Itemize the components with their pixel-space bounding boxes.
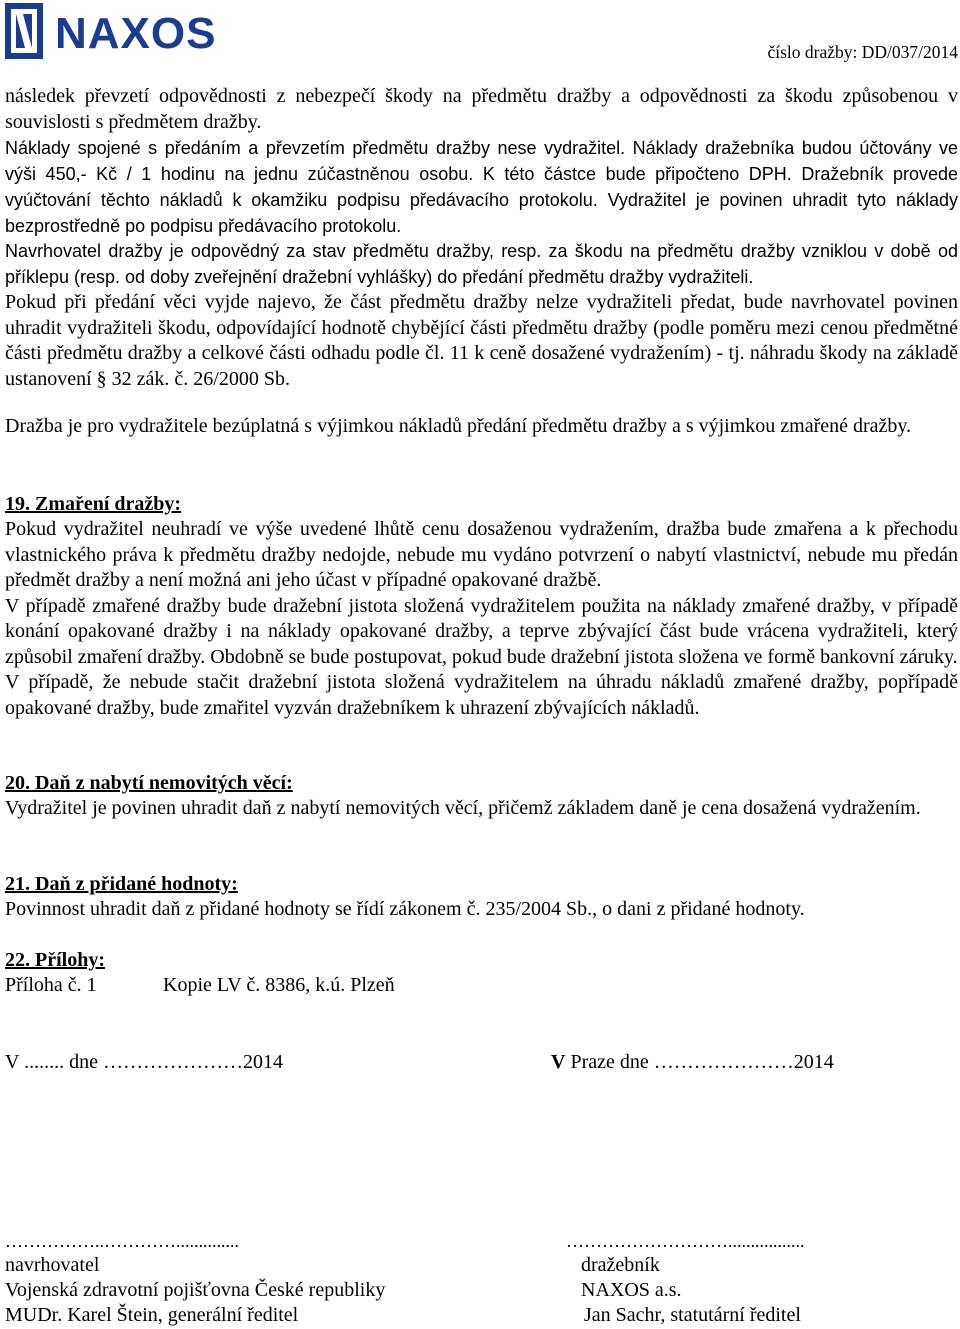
section-21-heading: 21. Daň z přidané hodnoty: — [5, 873, 238, 895]
paragraph-proposer-responsibility: Navrhovatel dražby je odpovědný za stav předmětu dražby, resp. za škodu na předmětu dražby vzniklou v době od příklepu (resp. od doby zveřejnění dražební vyhlášky) do předání předmětu dražby vydražiteli. — [5, 241, 958, 287]
paragraph-liability: následek převzetí odpovědnosti z nebezpečí škody na předmětu dražby a odpovědnosti za škodu způsobenou v souvislosti s předmětem dražby. — [5, 85, 958, 133]
section-20-paragraph: Vydražitel je povinen uhradit daň z nabytí nemovitých věcí, přičemž základem daně je cena dosažená vydražením. — [5, 797, 921, 819]
date-place-right — [551, 1050, 834, 1075]
attachment-description: Kopie LV č. 8386, k.ú. Plzeň — [163, 974, 395, 996]
date-right-text: Praze dne …………………2014 — [565, 1051, 834, 1073]
page-header — [0, 0, 960, 72]
section-20-heading: 20. Daň z nabytí nemovitých věcí: — [5, 772, 293, 794]
section-19-body — [5, 517, 958, 721]
signature-person-right: Jan Sachr, statutární ředitel — [584, 1304, 801, 1326]
signature-line-left: ……………..………….............. — [5, 1231, 239, 1251]
svg-text:NAXOS: NAXOS — [55, 9, 217, 58]
signature-role-right: dražebník — [581, 1254, 660, 1276]
section-19-heading: 19. Zmaření dražby: — [5, 493, 182, 515]
paragraph-handover-costs: Náklady spojené s předáním a převzetím předmětu dražby nese vydražitel. Náklady dražebníka budou účtovány ve výši 450,- Kč / 1 hodinu na jednu zúčastněnou osobu. K této částce bude připočteno DPH. Dražebník provede vyúčtování těchto nákladů k okamžiku podpisu předávacího protokolu. Vydražitel je povinen uhradit tyto náklady bezprostředně po podpisu předávacího protokolu. — [5, 138, 958, 236]
date-right-prefix: V — [551, 1051, 566, 1073]
naxos-logo — [3, 0, 293, 62]
auction-case-number: číslo dražby: DD/037/2014 — [767, 42, 958, 62]
signature-line-right: ………………………................. — [566, 1231, 805, 1251]
date-place-left: V ........ dne …………………2014 — [5, 1051, 283, 1073]
section-19-paragraph-2: V případě zmařené dražby bude dražební jistota složená vydražitelem použita na náklady zmařené dražby, v případě konání opakované dražby i na náklady opakované dražby, a teprve zbývající část bude vrácena vydražiteli, který způsobil zmaření dražby. Obdobně se bude postupovat, pokud bude dražební jistota složena ve formě bankovní záruky. — [5, 594, 958, 668]
paragraph-free-of-charge: Dražba je pro vydražitele bezúplatná s výjimkou nákladů předání předmětu dražby a s výjimkou zmařené dražby. — [5, 415, 912, 437]
section-21-paragraph: Povinnost uhradit daň z přidané hodnoty se řídí zákonem č. 235/2004 Sb., o dani z přidané hodnoty. — [5, 898, 805, 920]
intro-paragraphs — [5, 84, 958, 392]
paragraph-missing-part: Pokud při předání věci vyjde najevo, že část předmětu dražby nelze vydražiteli předat, bude navrhovatel povinen uhradit vydražiteli škodu, odpovídající hodnotě chybějící části předmětu dražby (podle poměru mezi cenou předmětné části předmětu dražby a celkové části odhadu podle čl. 11 k ceně dosažené vydražením) - tj. náhradu škody na základě ustanovení § 32 zák. č. 26/2000 Sb. — [5, 291, 958, 390]
attachment-label: Příloha č. 1 — [5, 974, 97, 996]
section-19-paragraph-1: Pokud vydražitel neuhradí ve výše uvedené lhůtě cenu dosaženou vydražením, dražba bude zmařena a k přechodu vlastnického práva k předmětu dražby nedojde, nebude mu vydáno potvrzení o nabytí vlastnictví, nebude mu předán předmět dražby a není možná ani jeho účast v případné opakované dražbě. — [5, 518, 958, 591]
section-22-heading: 22. Přílohy: — [5, 949, 105, 971]
section-19-paragraph-3: V případě, že nebude stačit dražební jistota složená vydražitelem na úhradu nákladů zmařené dražby, popřípadě opakované dražby, bude zmařitel vyzván dražebníkem k uhrazení zbývajících nákladů. — [5, 671, 958, 719]
signature-person-left: MUDr. Karel Štein, generální ředitel — [5, 1304, 299, 1326]
signature-org-left: Vojenská zdravotní pojišťovna České republiky — [5, 1279, 386, 1301]
signature-org-right: NAXOS a.s. — [581, 1279, 682, 1301]
signature-role-left: navrhovatel — [5, 1254, 100, 1276]
